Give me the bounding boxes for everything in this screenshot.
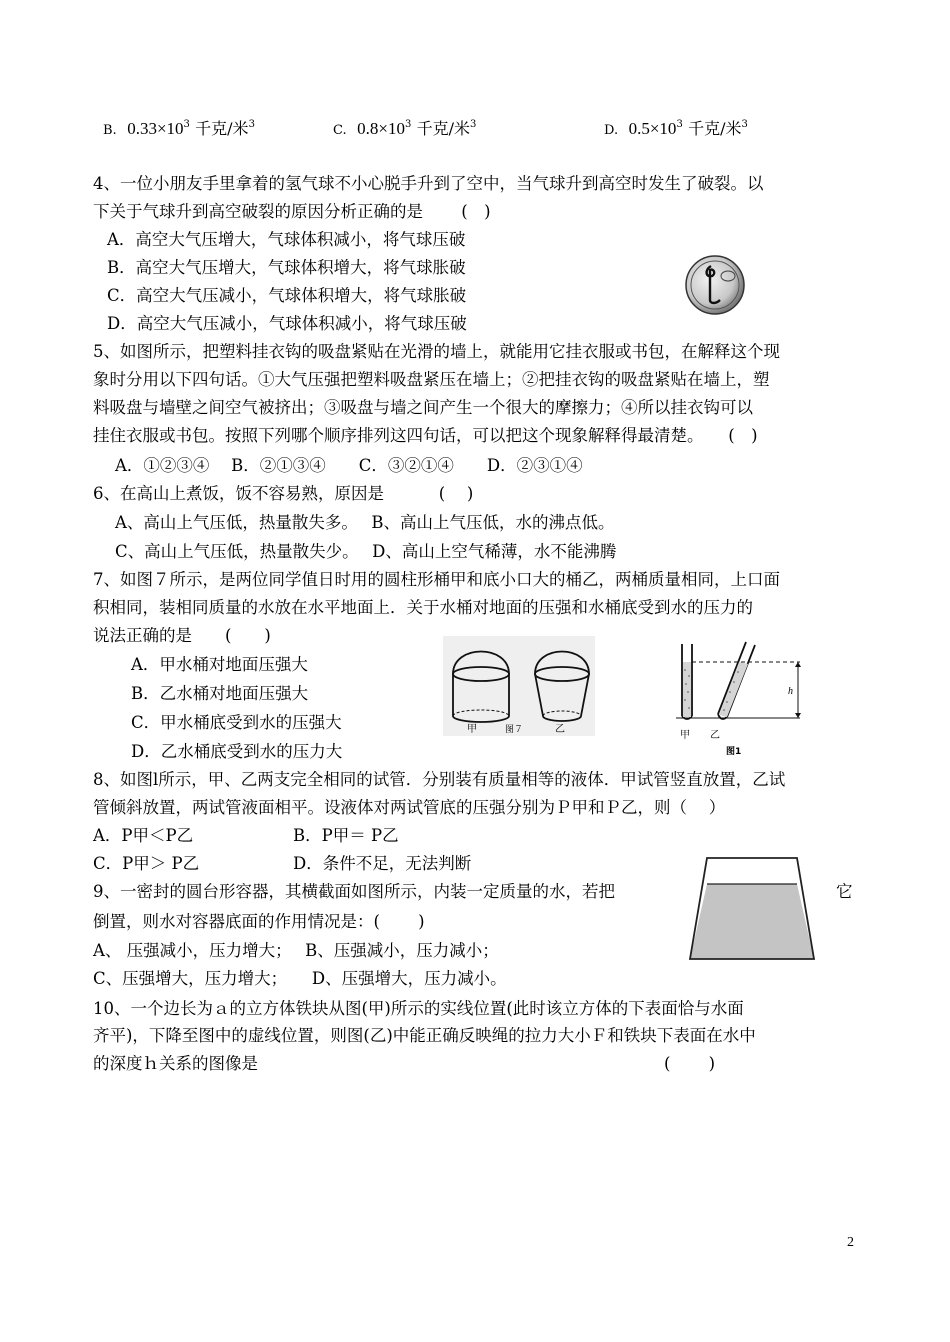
q6-options-row1: A、高山上气压低，热量散失多。 B、高山上气压低，水的沸点低。	[115, 513, 615, 532]
q3-option-b-exp: 3	[183, 119, 190, 130]
q8-option-b: B．P甲＝ P乙	[293, 826, 399, 845]
q3-option-c-times: ×10	[378, 119, 405, 138]
q8-option-a: A．P甲＜P乙	[93, 826, 194, 845]
q3-option-c-exp: 3	[404, 119, 412, 130]
q9-options-row2: C、压强增大，压力增大； D、压强增大，压力减小。	[93, 969, 507, 988]
q8-line2: 管倾斜放置，两试管液面相平。设液体对两试管底的压强分别为Ｐ甲和Ｐ乙，则（ ）	[93, 798, 726, 817]
q10-line1: 10、一个边长为ａ的立方体铁块从图(甲)所示的实线位置(此时该立方体的下表面恰与水面	[93, 999, 744, 1018]
q7-option-d: D．乙水桶底受到水的压力大	[131, 742, 343, 761]
q9-line2: 倒置，则水对容器底面的作用情况是：( )	[93, 912, 425, 931]
q3-option-b-letter: B.	[103, 123, 117, 138]
q9-line1: 9、一密封的圆台形容器，其横截面如图所示，内装一定质量的水，若把	[93, 882, 615, 901]
q4-stem-line1: 4、一位小朋友手里拿着的氢气球不小心脱手升到了空中，当气球升到高空时发生了破裂。以	[93, 174, 764, 193]
q7-option-c: C．甲水桶底受到水的压强大	[131, 713, 342, 732]
q3-option-d-times: ×10	[649, 119, 677, 138]
q3-option-b-unit-exp: 3	[248, 119, 255, 130]
figure-1-test-tubes	[672, 640, 812, 760]
q10-line2: 齐平)，下降至图中的虚线位置，则图(乙)中能正确反映绳的拉力大小Ｆ和铁块下表面在水中	[93, 1026, 756, 1045]
q3-option-b-unit: 千克/米	[195, 119, 249, 138]
q4-option-d: D．高空大气压减小，气球体积减小，将气球压破	[107, 314, 467, 333]
q6-stem: 6、在高山上煮饭，饭不容易熟，原因是 ( )	[93, 484, 474, 503]
q7-line3: 说法正确的是 ( )	[93, 626, 271, 645]
fig1-label-b: 乙	[710, 730, 720, 741]
q7-option-b: B．乙水桶对地面压强大	[131, 684, 309, 703]
q3-option-c	[333, 118, 476, 142]
q4-option-a: A．高空大气压增大，气球体积减小，将气球压破	[107, 230, 466, 249]
q4-option-b: B．高空大气压增大，气球体积增大，将气球胀破	[107, 258, 466, 277]
fig1-label-a: 甲	[680, 730, 690, 741]
q7-option-a: A．甲水桶对地面压强大	[131, 655, 308, 674]
q5-line4: 挂住衣服或书包。按照下列哪个顺序排列这四句话，可以把这个现象解释得最清楚。 ( )	[93, 426, 758, 445]
q8-option-c: C．P甲＞ P乙	[93, 854, 200, 873]
q6-options-row2: C、高山上气压低，热量散失少。 D、高山上空气稀薄，水不能沸腾	[115, 542, 617, 561]
fig7-label-b: 乙	[555, 724, 565, 735]
q9-line1-tail: 它	[836, 882, 853, 901]
fig1-h-label: h	[788, 686, 793, 697]
q3-option-d	[604, 118, 748, 142]
fig7-caption: 图７	[505, 725, 524, 735]
q4-stem-line2: 下关于气球升到高空破裂的原因分析正确的是 ( )	[93, 202, 491, 221]
q4-option-c: C．高空大气压减小，气球体积增大，将气球胀破	[107, 286, 467, 305]
q5-line3: 料吸盘与墙壁之间空气被挤出；③吸盘与墙之间产生一个很大的摩擦力；④所以挂衣钩可以	[93, 398, 753, 417]
q3-option-c-letter: C.	[333, 123, 347, 138]
q3-option-d-exp: 3	[676, 119, 683, 130]
q5-line2: 象时分用以下四句话。①大气压强把塑料吸盘紧压在墙上；②把挂衣钩的吸盘紧贴在墙上，塑	[93, 370, 770, 389]
q3-option-b	[103, 118, 255, 142]
q3-option-c-unit: 千克/米	[416, 119, 470, 138]
q8-option-d: D．条件不足，无法判断	[293, 854, 472, 873]
balloon-figure	[684, 254, 746, 316]
q3-option-b-times: ×10	[156, 119, 184, 138]
q3-option-c-coef: 0.8	[357, 119, 379, 138]
q7-line2: 积相同，装相同质量的水放在水平地面上．关于水桶对地面的压强和水桶底受到水的压力的	[93, 598, 753, 617]
q5-options: A．①②③④ B．②①③④ C．③②①④ D．②③①④	[115, 456, 583, 475]
q9-options-row1: A、 压强减小，压力增大； B、压强减小，压力减小；	[93, 941, 499, 960]
fig7-label-a: 甲	[467, 724, 477, 735]
q3-option-b-coef: 0.33	[127, 119, 157, 138]
page-number: 2	[847, 1235, 854, 1250]
q3-option-d-letter: D.	[604, 123, 619, 138]
figure-7-buckets	[443, 636, 595, 736]
q8-line1: 8、如图l所示，甲、乙两支完全相同的试管．分别装有质量相等的液体．甲试管竖直放置，乙试	[93, 770, 786, 789]
fig1-caption: 图1	[726, 747, 742, 757]
q7-line1: 7、如图７所示，是两位同学值日时用的圆柱形桶甲和底小口大的桶乙，两桶质量相同，上口面	[93, 570, 780, 589]
q3-option-c-unit-exp: 3	[470, 119, 477, 130]
q3-option-d-coef: 0.5	[628, 119, 650, 138]
q3-option-d-unit: 千克/米	[688, 119, 742, 138]
q10-line3: 的深度ｈ关系的图像是	[93, 1054, 258, 1073]
q5-line1: 5、如图所示，把塑料挂衣钩的吸盘紧贴在光滑的墙上，就能用它挂衣服或书包，在解释这个现	[93, 342, 780, 361]
q10-answer-bracket: ( )	[664, 1054, 716, 1073]
q3-option-d-unit-exp: 3	[741, 119, 748, 130]
frustum-container-figure	[686, 856, 818, 962]
